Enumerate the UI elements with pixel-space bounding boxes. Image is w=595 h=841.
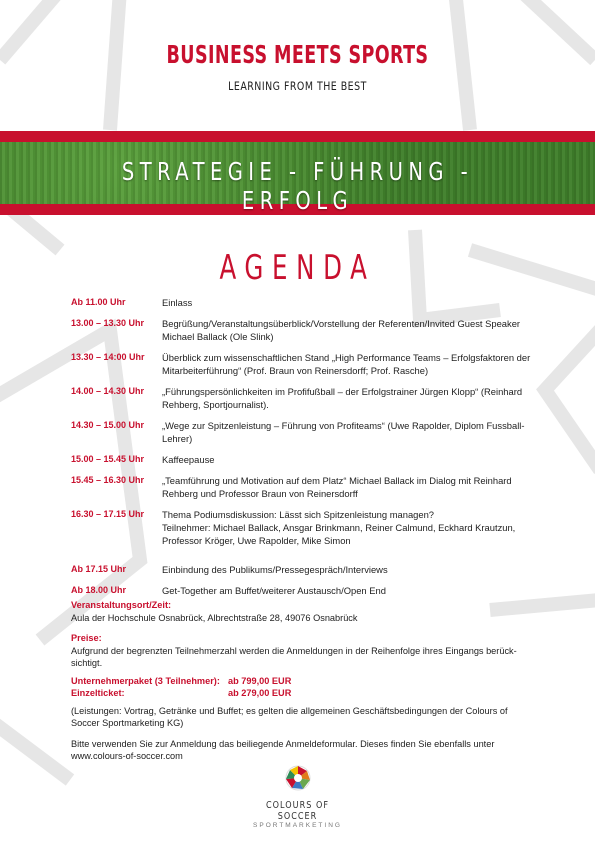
- agenda-time: 13.00 – 13.30 Uhr: [71, 318, 145, 328]
- price-single-label: Einzelticket:: [71, 688, 125, 698]
- agenda-time: 16.30 – 17.15 Uhr: [71, 509, 145, 519]
- price-package-label: Unternehmerpaket (3 Teilnehmer):: [71, 675, 220, 686]
- banner-text: STRATEGIE - FÜHRUNG - ERFOLG: [121, 157, 474, 215]
- venue-section: [71, 599, 531, 624]
- agenda-item: [71, 296, 531, 309]
- price-text: Aufgrund der begrenzten Teilnehmerzahl werden die Anmeldungen in der Reihenfolge ihres Eingangs berück-sichtigt.: [71, 645, 517, 668]
- register-text: Bitte verwenden Sie zur Anmeldung das beiliegende Anmeldeformular. Dieses finden Sie ebenfalls unter: [71, 738, 495, 749]
- agenda-text: Überblick zum wissenschaftlichen Stand „High Performance Teams – Erfolgsfaktoren der Mitarbeiterführung“ (Prof. Braun von Reinersdorff; Prof. Rasche): [162, 352, 531, 376]
- agenda-text: Begrüßung/Veranstaltungsüberblick/Vorstellung der Referenten/Invited Guest Speaker Michael Ballack (Ole Slink): [162, 318, 521, 342]
- agenda-text: Kaffeepause: [162, 454, 215, 465]
- company-logo: [245, 763, 350, 829]
- agenda-text: „Führungspersönlichkeiten im Profifußball – der Erfolgstrainer Jürgen Klopp“ (Reinhard Rehberg, Sportjournalist).: [162, 386, 523, 410]
- agenda-item: [71, 351, 531, 377]
- agenda-item: [71, 419, 531, 445]
- agenda-list: [71, 296, 531, 597]
- venue-text: Aula der Hochschule Osnabrück, Albrechtstraße 28, 49076 Osnabrück: [71, 612, 358, 623]
- agenda-time: 14.30 – 15.00 Uhr: [71, 420, 145, 430]
- agenda-item: [71, 563, 531, 576]
- logo-name: COLOURS OF SOCCER: [266, 800, 329, 822]
- price-label: Preise:: [71, 633, 102, 643]
- agenda-text: Thema Podiumsdiskussion: Lässt sich Spitzenleistung managen?: [162, 509, 435, 520]
- agenda-item: [71, 584, 531, 597]
- agenda-time: Ab 18.00 Uhr: [71, 585, 127, 595]
- logo-subtitle: SPORTMARKETING: [253, 822, 342, 829]
- venue-label: Veranstaltungsort/Zeit:: [71, 600, 172, 610]
- price-package-row: [71, 675, 531, 688]
- agenda-item: [71, 317, 531, 343]
- agenda-text: „Wege zur Spitzenleistung – Führung von Profiteams“ (Uwe Rapolder, Diplom Fussball-Lehrer): [162, 420, 525, 444]
- banner-top-stripe: [0, 131, 595, 142]
- agenda-item: [71, 474, 531, 500]
- agenda-item: [71, 508, 531, 547]
- price-single-value: ab 279,00 EUR: [228, 688, 292, 698]
- agenda-time: 15.00 – 15.45 Uhr: [71, 454, 145, 464]
- page-subtitle: LEARNING FROM THE BEST: [228, 79, 367, 93]
- agenda-time: 15.45 – 16.30 Uhr: [71, 475, 145, 485]
- agenda-text: Einbindung des Publikums/Pressegespräch/Interviews: [162, 564, 388, 575]
- agenda-text: „Teamführung und Motivation auf dem Platz“ Michael Ballack im Dialog mit Reinhard Rehberg und Professor Braun von Reinersdorff: [162, 475, 512, 499]
- agenda-time: Ab 17.15 Uhr: [71, 564, 127, 574]
- price-section: [71, 632, 531, 763]
- agenda-item: [71, 453, 531, 466]
- agenda-time: 13.30 – 14:00 Uhr: [71, 352, 145, 362]
- price-note: (Leistungen: Vortrag, Getränke und Buffet; es gelten die allgemeinen Geschäftsbedingungen der Colours of Soccer Sportmarketing KG): [71, 705, 508, 728]
- price-single-row: [71, 687, 531, 700]
- agenda-text-participants: Teilnehmer: Michael Ballack, Ansgar Brinkmann, Reiner Calmund, Eckhard Krautzun, Professor Kröger, Uwe Rapolder, Mike Simon: [162, 522, 516, 546]
- website-link[interactable]: www.colours-of-soccer.com: [71, 751, 183, 761]
- agenda-text: Get-Together am Buffet/weiterer Austausch/Open End: [162, 585, 386, 596]
- page-title: BUSINESS MEETS SPORTS: [166, 40, 429, 69]
- agenda-time: Ab 11.00 Uhr: [71, 297, 126, 307]
- agenda-time: 14.00 – 14.30 Uhr: [71, 386, 145, 396]
- agenda-item: [71, 385, 531, 411]
- agenda-title: AGENDA: [219, 248, 376, 288]
- agenda-text: Einlass: [162, 297, 193, 308]
- price-package-value: ab 799,00 EUR: [228, 675, 292, 686]
- soccer-ball-logo-icon: [281, 763, 315, 793]
